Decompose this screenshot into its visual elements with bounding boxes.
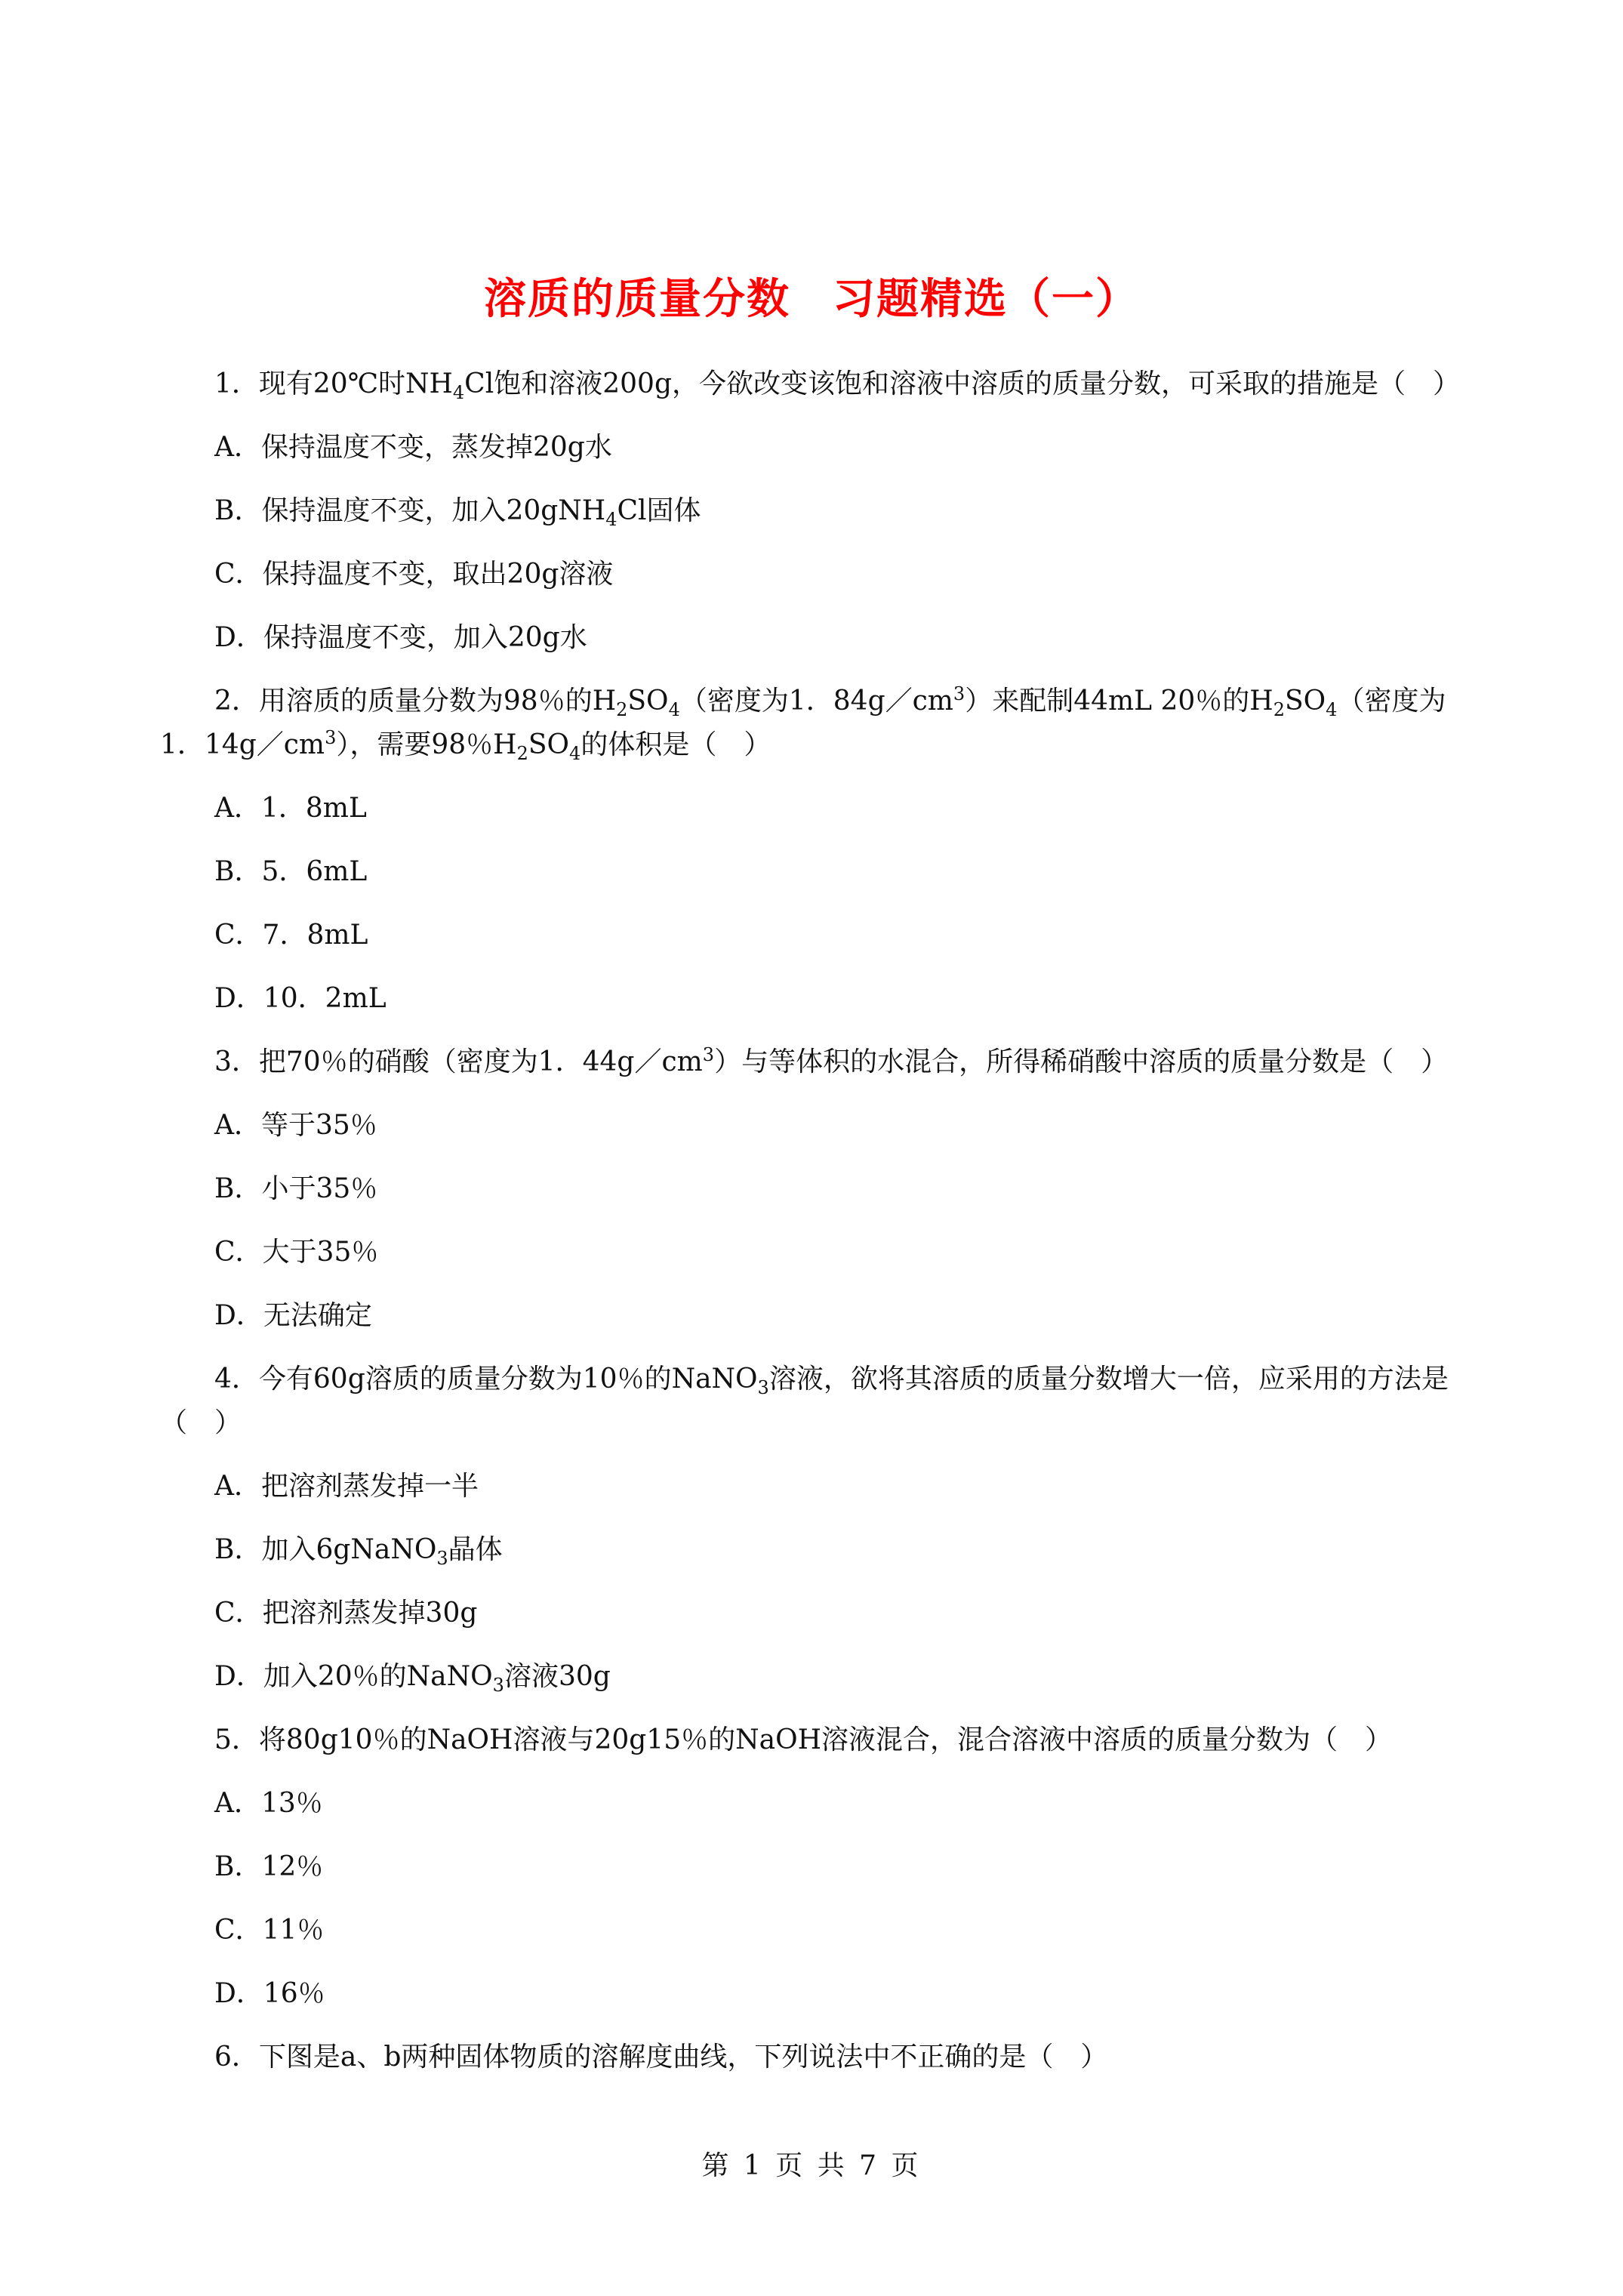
question-3-option-d: D．无法确定 (214, 1300, 372, 1331)
question-2-option-a: A．1．8mL (214, 793, 367, 824)
question-1-option-b: B．保持温度不变，加入20gNH$_4$Cl固体 (214, 495, 701, 531)
question-3-option-b: B．小于35％ (214, 1173, 378, 1204)
question-3: 3．把70％的硝酸（密度为1．$44g/cm^3$）与等体积的水混合，所得稀硝酸中溶质的质量分数是（ ） (214, 1044, 1449, 1077)
question-4-option-c: C．把溶剂蒸发掉30g (214, 1598, 478, 1629)
question-4-option-d: D．加入20％的NaNO$_3$溶液30g (214, 1661, 611, 1697)
question-3-option-a: A．等于35％ (214, 1110, 377, 1141)
page-footer: 第 1 页 共 7 页 (701, 2150, 922, 2181)
question-5-option-d: D．16％ (214, 1978, 325, 2009)
question-5-option-c: C．11％ (214, 1915, 325, 1946)
question-1-option-c: C．保持温度不变，取出20g溶液 (214, 559, 614, 590)
question-4-option-b: B．加入6gNaNO$_3$晶体 (214, 1534, 503, 1570)
question-2: 2．用溶质的质量分数为98％的$H_2SO_4$（密度为1．$84g/cm^3$）来配制44mL 20％的$H_2SO_4$（密度为1．$14g/cm^3$），需要98％$H_2SO_4$的体积是（ ） (160, 683, 1446, 765)
question-2-option-d: D．10．2mL (214, 983, 387, 1014)
question-4-option-a: A．把溶剂蒸发掉一半 (214, 1471, 479, 1502)
question-5-option-b: B．12％ (214, 1851, 324, 1882)
question-list (160, 362, 1481, 2099)
title-part-2: 习题精选（一） (833, 274, 1139, 324)
question-6: 6．下图是a、b两种固体物质的溶解度曲线，下列说法中不正确的是（ ） (214, 2042, 1108, 2073)
title-part-1: 溶质的质量分数 (484, 274, 790, 324)
question-1-option-d: D．保持温度不变，加入20g水 (214, 622, 587, 653)
question-5-option-a: A．13％ (214, 1788, 323, 1819)
question-4: 4．今有60g溶质的质量分数为10％的NaNO$_3$溶液，欲将其溶质的质量分数增大一倍，应采用的方法是（ ） (160, 1364, 1449, 1438)
page-title (0, 266, 1623, 326)
question-1-option-a: A．保持温度不变，蒸发掉20g水 (214, 432, 612, 463)
question-2-option-b: B．5．6mL (214, 856, 368, 887)
question-1: 1．现有20℃时$NH_4Cl$饱和溶液200g，今欲改变该饱和溶液中溶质的质量分数，可采取的措施是（ ） (214, 368, 1460, 404)
question-2-option-c: C．7．8mL (214, 920, 368, 951)
question-5: 5．将80g10％的NaOH溶液与20g15％的NaOH溶液混合，混合溶液中溶质的质量分数为（ ） (214, 1724, 1392, 1755)
question-3-option-c: C．大于35％ (214, 1237, 379, 1268)
